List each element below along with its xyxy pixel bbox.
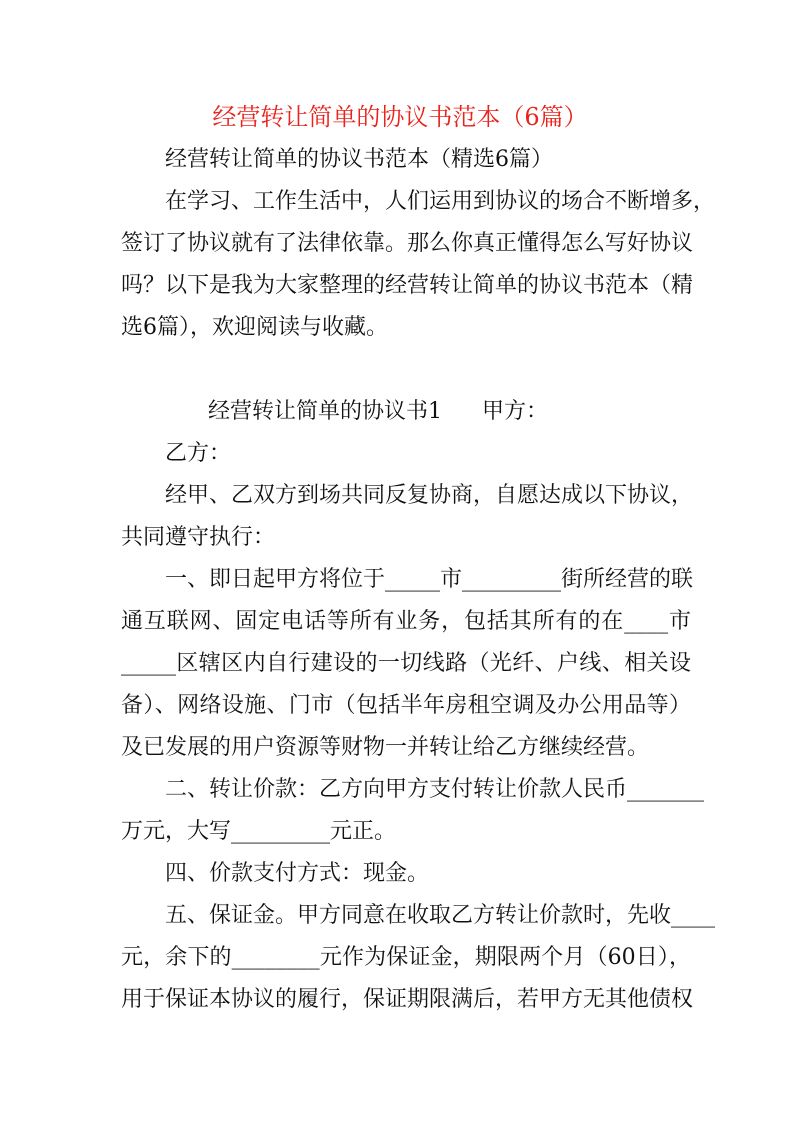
intro-line: 吗？以下是我为大家整理的经营转让简单的协议书范本（精 xyxy=(121,273,694,298)
clause-4-line: 四、价款支付方式：现金。 xyxy=(165,861,430,886)
clause-5-line: 五、保证金。甲方同意在收取乙方转让价款时，先收____ xyxy=(165,903,716,928)
party-b-label: 乙方： xyxy=(165,441,232,466)
clause-5-line: 元，余下的________元作为保证金，期限两个月（60日）， xyxy=(121,945,691,970)
body-line: 共同遵守执行： xyxy=(121,525,276,550)
intro-line: 选6篇），欢迎阅读与收藏。 xyxy=(121,315,388,340)
section-heading: 经营转让简单的协议书1 xyxy=(208,399,442,424)
clause-1-line: 一、即日起甲方将位于_____市_________街所经营的联 xyxy=(165,567,694,592)
clause-1-line: _____区辖区内自行建设的一切线路（光纤、户线、相关设 xyxy=(121,651,691,676)
clause-2-line: 万元，大写_________元正。 xyxy=(121,819,397,844)
party-a-label: 甲方： xyxy=(482,399,549,424)
document-title: 经营转让简单的协议书范本（6篇） xyxy=(212,103,588,131)
clause-5-line: 用于保证本协议的履行，保证期限满后，若甲方无其他债权 xyxy=(121,987,694,1012)
clause-1-line: 通互联网、固定电话等所有业务，包括其所有的在____市 xyxy=(121,609,691,634)
intro-line: 在学习、工作生活中，人们运用到协议的场合不断增多， xyxy=(165,189,716,214)
document-subtitle: 经营转让简单的协议书范本（精选6篇） xyxy=(165,147,553,172)
clause-2-line: 二、转让价款：乙方向甲方支付转让价款人民币_______ xyxy=(165,777,705,802)
clause-1-line: 备）、网络设施、门市（包括半年房租空调及办公用品等） xyxy=(121,693,691,718)
clause-1-line: 及已发展的用户资源等财物一并转让给乙方继续经营。 xyxy=(121,735,650,760)
body-line: 经甲、乙双方到场共同反复协商，自愿达成以下协议， xyxy=(165,483,694,508)
intro-line: 签订了协议就有了法律依靠。那么你真正懂得怎么写好协议 xyxy=(121,231,694,256)
